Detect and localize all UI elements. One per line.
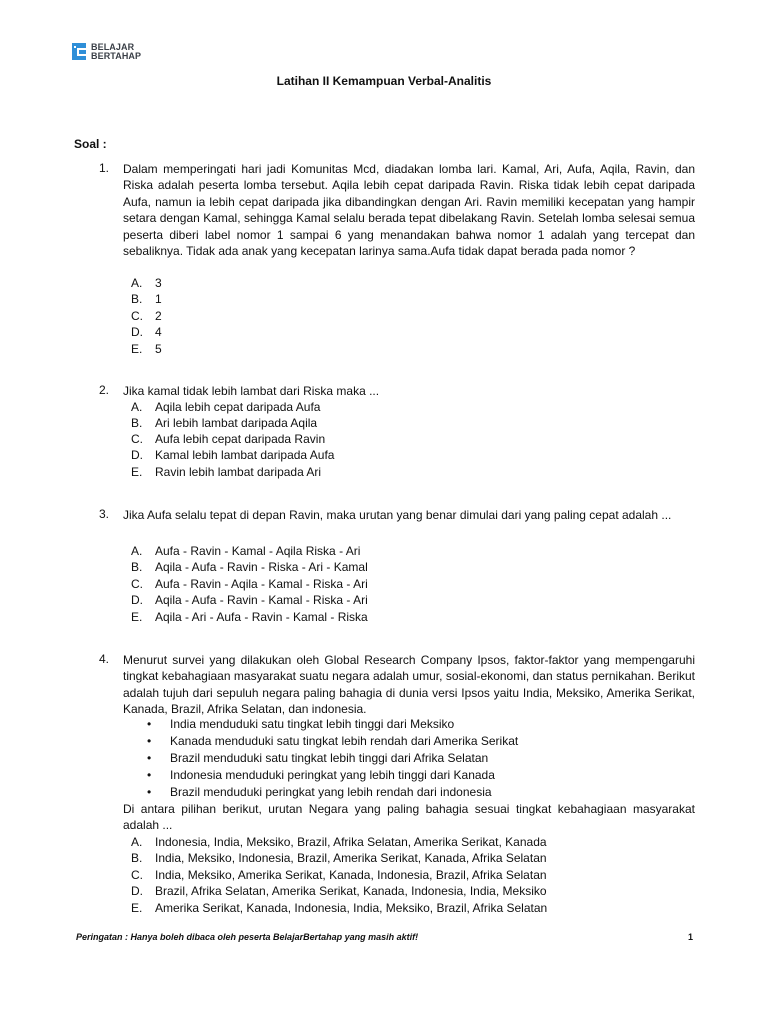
q1-option-c (131, 309, 162, 323)
bullet-dot-icon: • (147, 734, 152, 748)
q2-option-b (131, 416, 317, 430)
question-1-number: 1. (99, 161, 110, 175)
option-letter: D. (131, 884, 143, 898)
option-text: Indonesia, India, Meksiko, Brazil, Afrika Selatan, Amerika Serikat, Kanada (155, 835, 547, 849)
option-text: Ari lebih lambat daripada Aqila (155, 416, 318, 430)
option-letter: C. (131, 868, 143, 882)
page-number: 1 (688, 932, 694, 942)
q4-option-c (131, 868, 547, 882)
bullet-text: Brazil menduduki peringkat yang lebih rendah dari indonesia (170, 785, 492, 799)
belajar-bertahap-logo-icon (71, 42, 88, 61)
option-text: Amerika Serikat, Kanada, Indonesia, India, Meksiko, Brazil, Afrika Selatan (155, 901, 548, 915)
option-text: India, Meksiko, Amerika Serikat, Kanada, Indonesia, Brazil, Afrika Selatan (155, 868, 547, 882)
option-text: Ravin lebih lambat daripada Ari (155, 465, 322, 479)
option-letter: B. (131, 560, 143, 574)
q2-option-a (131, 400, 320, 414)
bullet-dot-icon: • (147, 768, 152, 782)
option-letter: D. (131, 325, 143, 339)
soal-label: Soal : (74, 137, 107, 151)
question-4-text-2: Di antara pilihan berikut, urutan Negara yang paling bahagia sesuai tingkat kebahagiaan masyarakat adalah ... (123, 802, 695, 833)
bullet-text: Kanada menduduki satu tingkat lebih rendah dari Amerika Serikat (170, 734, 519, 748)
q4-bullet-5 (147, 785, 492, 799)
brand-logo (71, 42, 141, 61)
q4-bullet-2 (147, 734, 518, 748)
bullet-dot-icon: • (147, 785, 152, 799)
bullet-dot-icon: • (147, 751, 152, 765)
question-3-number: 3. (99, 507, 110, 521)
option-text: 1 (155, 292, 162, 306)
q1-option-b (131, 292, 162, 306)
footer-warning: Peringatan : Hanya boleh dibaca oleh peserta BelajarBertahap yang masih aktif! (76, 932, 419, 942)
option-letter: E. (131, 901, 143, 915)
question-4-text: Menurut survei yang dilakukan oleh Global Research Company Ipsos, faktor-faktor yang mempengaruhi tingkat kebahagiaan masyarakat suatu negara adalah umur, sosial-ekonomi, dan status pernikahan. Berikut adalah tujuh dari sepuluh negara paling bahagia di dunia versi Ipsos yaitu India, Meksiko, Amerika Serikat, Kanada, Brazil, Afrika Selatan, dan indonesia. (123, 653, 695, 717)
option-text: 4 (155, 325, 162, 339)
q3-option-a (131, 544, 360, 558)
q3-option-b (131, 560, 368, 574)
option-letter: D. (131, 448, 143, 462)
question-1-text: Dalam memperingati hari jadi Komunitas Mcd, diadakan lomba lari. Kamal, Ari, Aufa, Aqila, Ravin, dan Riska adalah peserta lomba tersebut. Aqila lebih cepat daripada Ravin. Riska tidak lebih cepat daripada Aufa, namun ia lebih cepat daripada jika dibandingkan dengan Ari. Ravin memiliki kecepatan yang hampir setara dengan Kamal, sehingga Kamal selalu berada tepat dibelakang Ravin. Setelah lomba selesai semua peserta diberi label nomor 1 sampai 6 yang menandakan bahwa nomor 1 adalah yang tercepat dan sebaliknya. Tidak ada anak yang kecepatan larinya sama.Aufa tidak dapat berada pada nomor ? (123, 162, 695, 259)
option-letter: E. (131, 342, 143, 356)
bullet-text: Indonesia menduduki peringkat yang lebih tinggi dari Kanada (170, 768, 495, 782)
option-text: India, Meksiko, Indonesia, Brazil, Amerika Serikat, Kanada, Afrika Selatan (155, 851, 547, 865)
option-letter: C. (131, 577, 143, 591)
option-letter: A. (131, 276, 143, 290)
q1-option-e (131, 342, 162, 356)
option-text: 2 (155, 309, 162, 323)
bullet-text: India menduduki satu tingkat lebih tinggi dari Meksiko (170, 717, 455, 731)
question-3-text: Jika Aufa selalu tepat di depan Ravin, maka urutan yang benar dimulai dari yang paling cepat adalah ... (123, 508, 672, 522)
bullet-text: Brazil menduduki satu tingkat lebih tinggi dari Afrika Selatan (170, 751, 489, 765)
q3-option-c (131, 577, 368, 591)
option-text: Aufa - Ravin - Kamal - Aqila Riska - Ari (155, 544, 361, 558)
option-letter: C. (131, 432, 143, 446)
option-letter: B. (131, 292, 143, 306)
option-letter: E. (131, 465, 143, 479)
option-text: Aqila - Aufa - Ravin - Kamal - Riska - Ari (155, 593, 368, 607)
option-text: Aqila - Aufa - Ravin - Riska - Ari - Kamal (155, 560, 368, 574)
q4-option-a (131, 835, 547, 849)
q3-option-e (131, 610, 368, 624)
option-text: 3 (155, 276, 162, 290)
question-4-number: 4. (99, 652, 110, 666)
option-text: Aufa lebih cepat daripada Ravin (155, 432, 326, 446)
option-letter: E. (131, 610, 143, 624)
option-letter: A. (131, 544, 143, 558)
option-text: Aqila lebih cepat daripada Aufa (155, 400, 321, 414)
option-text: Brazil, Afrika Selatan, Amerika Serikat, Kanada, Indonesia, India, Meksiko (155, 884, 547, 898)
logo-wordmark (91, 43, 141, 61)
option-letter: D. (131, 593, 143, 607)
q2-option-d (131, 448, 334, 462)
q4-bullet-1 (147, 717, 454, 731)
q1-option-a (131, 276, 162, 290)
q2-option-e (131, 465, 321, 479)
logo-line-1: BELAJAR (91, 41, 135, 52)
q1-option-d (131, 325, 162, 339)
q2-option-c (131, 432, 325, 446)
option-letter: A. (131, 400, 143, 414)
q4-bullet-4 (147, 768, 495, 782)
option-letter: A. (131, 835, 143, 849)
question-2-text: Jika kamal tidak lebih lambat dari Riska maka ... (123, 384, 380, 398)
bullet-dot-icon: • (147, 717, 152, 731)
q4-option-d (131, 884, 547, 898)
option-text: Aufa - Ravin - Aqila - Kamal - Riska - Ari (155, 577, 368, 591)
option-letter: B. (131, 851, 143, 865)
option-text: 5 (155, 342, 162, 356)
option-text: Aqila - Ari - Aufa - Ravin - Kamal - Riska (155, 610, 368, 624)
q4-bullet-3 (147, 751, 488, 765)
q3-option-d (131, 593, 368, 607)
option-letter: C. (131, 309, 143, 323)
option-text: Kamal lebih lambat daripada Aufa (155, 448, 335, 462)
logo-line-2: BERTAHAP (91, 50, 142, 61)
page-title: Latihan II Kemampuan Verbal-Analitis (276, 74, 492, 88)
option-letter: B. (131, 416, 143, 430)
q4-option-b (131, 851, 547, 865)
question-2-number: 2. (99, 383, 110, 397)
q4-option-e (131, 901, 547, 915)
